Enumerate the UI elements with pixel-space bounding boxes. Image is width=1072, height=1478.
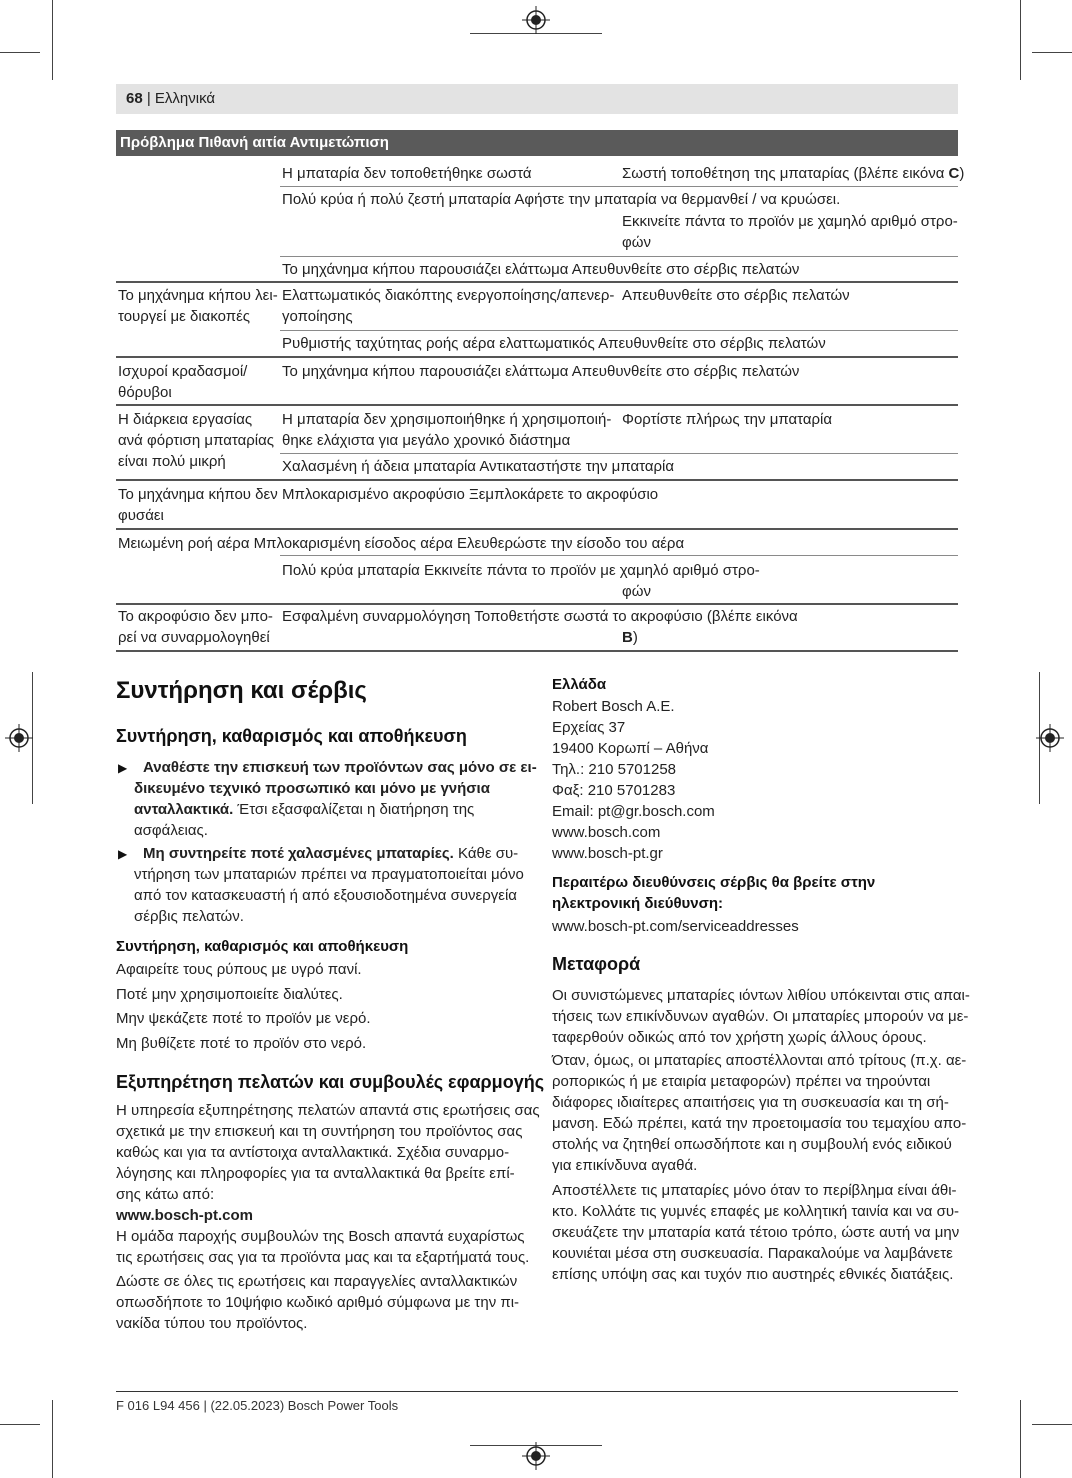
- page-footer: F 016 L94 456 | (22.05.2023) Bosch Power Tools: [116, 1398, 399, 1413]
- email-link[interactable]: Email: pt@gr.bosch.com: [552, 803, 715, 820]
- paragraph: σχετικά με την επισκευή και τη συντήρηση του προϊόντος σας: [116, 1123, 523, 1140]
- table-row-divider: [116, 603, 958, 605]
- table-row-divider: [116, 528, 958, 530]
- page-header-bar: [116, 84, 958, 114]
- table-cell: Μειωμένη ροή αέρα Μπλοκαρισμένη είσοδος αέρα Ελευθερώστε την είσοδο του αέρα: [118, 535, 685, 552]
- paragraph: Οι συνιστώμενες μπαταρίες ιόντων λιθίου υπόκεινται στις απαι-: [552, 987, 970, 1004]
- crop-mark: [0, 1424, 40, 1425]
- table-row-divider: [280, 330, 958, 331]
- paragraph: Μην ψεκάζετε ποτέ το προϊόν με νερό.: [116, 1010, 371, 1027]
- paragraph: καθώς και για τα αντίστοιχα ανταλλακτικά. Σχέδια συναρμο-: [116, 1144, 510, 1161]
- crop-mark: [1032, 1424, 1072, 1425]
- paragraph: Δώστε σε όλες τις ερωτήσεις και παραγγελίες ανταλλακτικών: [116, 1273, 518, 1290]
- crop-mark: [52, 0, 53, 80]
- paragraph: οπωσδήποτε το 10ψήφιο κωδικό αριθμό σύμφωνα με την πι-: [116, 1294, 520, 1311]
- website-link[interactable]: www.bosch-pt.com: [116, 1207, 253, 1224]
- paragraph: λόγησης και πληροφορίες για τα ανταλλακτικά θα βρείτε επί-: [116, 1165, 515, 1182]
- crop-mark: [52, 1400, 53, 1478]
- table-cell: Η μπαταρία δεν χρησιμοποιήθηκε ή χρησιμοποιή-: [282, 411, 612, 428]
- paragraph: τήσεις των επικίνδυνων αγαθών. Οι μπαταρίες μπορούν να με-: [552, 1008, 969, 1025]
- paragraph: μανση. Εδώ πρέπει, κατά την προετοιμασία του τεμαχίου απο-: [552, 1115, 967, 1132]
- table-cell: Σωστή τοποθέτηση της μπαταρίας (βλέπε εικόνα C): [622, 165, 965, 182]
- page-number: 68: [126, 90, 143, 107]
- address-line: 19400 Κορωπί – Αθήνα: [552, 740, 709, 757]
- subsection-title: Συντήρηση, καθαρισμός και αποθήκευση: [116, 938, 409, 955]
- table-cell: Το μηχάνημα κήπου παρουσιάζει ελάττωμα Απευθυνθείτε στο σέρβις πελατών: [282, 261, 800, 278]
- table-cell: Το ακροφύσιο δεν μπο-: [118, 608, 273, 625]
- registration-mark-icon: [522, 6, 550, 34]
- bullet-triangle-icon: ▶: [118, 761, 128, 775]
- bullet-text: ντήρηση των μπαταριών πρέπει να πραγματοποιείται μόνο: [134, 866, 524, 883]
- fax: Φαξ: 210 5701283: [552, 782, 676, 799]
- table-cell: Το μηχάνημα κήπου λει-: [118, 287, 278, 304]
- paragraph: ταφερθούν οδικώς από τον χρήστη χωρίς άλλους όρους.: [552, 1029, 927, 1046]
- paragraph: ροπορικώς ή με εταιρία μεταφορών) πρέπει να τηρούνται: [552, 1073, 931, 1090]
- table-cell: φών: [622, 234, 651, 251]
- address-line: Ερχείας 37: [552, 719, 626, 736]
- table-cell: φών: [622, 583, 651, 600]
- bullet-text: σέρβις πελατών.: [134, 908, 244, 925]
- table-cell: B): [622, 629, 638, 646]
- registration-mark-icon: [522, 1442, 550, 1470]
- page-header: 68 | Ελληνικά: [126, 90, 216, 107]
- paragraph: Η ομάδα παροχής συμβουλών της Bosch απαντά ευχαρίστως: [116, 1228, 525, 1245]
- table-cell: γοποίησης: [282, 308, 353, 325]
- table-cell: Εσφαλμένη συναρμολόγηση Τοποθετήστε σωστά το ακροφύσιο (βλέπε εικόνα: [282, 608, 798, 625]
- paragraph: επίσης υπόψη σας και τυχόν πιο αυστηρές εθνικές διατάξεις.: [552, 1266, 954, 1283]
- paragraph: νακίδα τύπου του προϊόντος.: [116, 1315, 308, 1332]
- bullet-text: ασφάλειας.: [134, 822, 208, 839]
- table-bottom-rule: [116, 650, 958, 652]
- address-line: Robert Bosch A.E.: [552, 698, 675, 715]
- paragraph: τις ερωτήσεις σας για τα προϊόντα μας και τα εξαρτήματά τους.: [116, 1249, 530, 1266]
- paragraph: διάφορες ιδιαίτερες απαιτήσεις για τη συσκευασία και τη σή-: [552, 1094, 949, 1111]
- paragraph: Αποστέλλετε τις μπαταρίες μόνο όταν το περίβλημα είναι άθι-: [552, 1182, 957, 1199]
- footer-rule: [116, 1391, 958, 1392]
- table-row-divider: [280, 186, 958, 187]
- country-heading: Ελλάδα: [552, 676, 607, 693]
- info-heading: Περαιτέρω διευθύνσεις σέρβις θα βρείτε στην: [552, 874, 876, 891]
- table-cell: φυσάει: [118, 507, 164, 524]
- crop-mark: [1020, 0, 1021, 80]
- table-cell: ανά φόρτιση μπαταρίας: [118, 432, 275, 449]
- table-row-divider: [116, 404, 958, 406]
- website-link[interactable]: www.bosch-pt.gr: [552, 845, 663, 862]
- table-cell: Φορτίστε πλήρως την μπαταρία: [622, 411, 833, 428]
- paragraph: σκευάζετε την μπαταρία κατά τέτοιο τρόπο, ώστε αυτή να μην: [552, 1224, 960, 1241]
- table-cell: Χαλασμένη ή άδεια μπαταρία Αντικαταστήστε την μπαταρία: [282, 458, 675, 475]
- paragraph: Ποτέ μην χρησιμοποιείτε διαλύτες.: [116, 986, 343, 1003]
- table-cell: είναι πολύ μικρή: [118, 453, 226, 470]
- paragraph: σης κάτω από:: [116, 1186, 215, 1203]
- table-cell: Μπλοκαρισμένο ακροφύσιο Ξεμπλοκάρετε το ακροφύσιο: [282, 486, 659, 503]
- paragraph: στολής να ζητηθεί οπωσδήποτε και η συμβουλή ενός ειδικού: [552, 1136, 952, 1153]
- table-cell: Πολύ κρύα ή πολύ ζεστή μπαταρία Αφήστε την μπαταρία να θερμανθεί / να κρυώσει.: [282, 191, 841, 208]
- table-row-divider: [116, 356, 958, 358]
- info-heading: ηλεκτρονική διεύθυνση:: [552, 895, 724, 912]
- bullet-text: Μη συντηρείτε ποτέ χαλασμένες μπαταρίες. Κάθε συ-: [143, 845, 519, 862]
- table-row-divider: [116, 281, 958, 283]
- table-cell: Εκκινείτε πάντα το προϊόν με χαμηλό αριθμό στρο-: [622, 213, 958, 230]
- bullet-text: Αναθέστε την επισκευή των προϊόντων σας μόνο σε ει-: [143, 759, 537, 776]
- table-row-divider: [280, 555, 958, 556]
- crop-mark: [0, 52, 40, 53]
- section-title: Συντήρηση και σέρβις: [116, 677, 367, 704]
- subsection-title: Εξυπηρέτηση πελατών και συμβουλές εφαρμογής: [116, 1072, 545, 1092]
- table-cell: Το μηχάνημα κήπου δεν: [118, 486, 278, 503]
- subsection-title: Μεταφορά: [552, 954, 641, 974]
- table-header: [116, 130, 958, 156]
- website-link[interactable]: www.bosch.com: [552, 824, 661, 841]
- table-cell: Ρυθμιστής ταχύτητας ροής αέρα ελαττωματικός Απευθυνθείτε στο σέρβις πελατών: [282, 335, 826, 352]
- table-header-text: Πρόβλημα Πιθανή αιτία Αντιμετώπιση: [120, 134, 389, 151]
- registration-mark-icon: [5, 724, 33, 752]
- table-cell: Η διάρκεια εργασίας: [118, 411, 253, 428]
- phone: Τηλ.: 210 5701258: [552, 761, 676, 778]
- paragraph: κουνιέται μέσα στη συσκευασία. Παρακαλούμε να λαμβάνετε: [552, 1245, 953, 1262]
- table-row-divider: [280, 256, 958, 257]
- bullet-triangle-icon: ▶: [118, 847, 128, 861]
- table-cell: Το μηχάνημα κήπου παρουσιάζει ελάττωμα Απευθυνθείτε στο σέρβις πελατών: [282, 363, 800, 380]
- bullet-text: δικευμένο τεχνικό προσωπικό και μόνο με γνήσια: [134, 780, 490, 797]
- table-row-divider: [116, 479, 958, 481]
- table-cell: Πολύ κρύα μπαταρία Εκκινείτε πάντα το προϊόν με χαμηλό αριθμό στρο-: [282, 562, 760, 579]
- table-cell: Η μπαταρία δεν τοποθετήθηκε σωστά: [282, 165, 532, 182]
- table-cell: τουργεί με διακοπές: [118, 308, 251, 325]
- language-label: Ελληνικά: [154, 90, 216, 107]
- table-cell: Ισχυροί κραδασμοί/: [118, 363, 248, 380]
- table-cell: ρεί να συναρμολογηθεί: [118, 629, 270, 646]
- paragraph: κτο. Κολλάτε τις γυμνές επαφές με κολλητική ταινία και να συ-: [552, 1203, 960, 1220]
- paragraph: Η υπηρεσία εξυπηρέτησης πελατών απαντά στις ερωτήσεις σας: [116, 1102, 540, 1119]
- subsection-title: Συντήρηση, καθαρισμός και αποθήκευση: [116, 726, 467, 746]
- paragraph: Όταν, όμως, οι μπαταρίες αποστέλλονται από τρίτους (π.χ. αε-: [552, 1052, 967, 1069]
- crop-mark: [1032, 52, 1072, 53]
- crop-mark: [1020, 1400, 1021, 1478]
- table-cell: Απευθυνθείτε στο σέρβις πελατών: [622, 287, 850, 304]
- bullet-text: από τον κατασκευαστή ή από εξουσιοδοτημένα συνεργεία: [134, 887, 517, 904]
- paragraph: Αφαιρείτε τους ρύπους με υγρό πανί.: [116, 961, 362, 978]
- website-link[interactable]: www.bosch-pt.com/serviceaddresses: [552, 918, 799, 935]
- table-cell: θηκε ελάχιστα για μεγάλο χρονικό διάστημα: [282, 432, 571, 449]
- bullet-text: ανταλλακτικά. Έτσι εξασφαλίζεται η διατήρηση της: [134, 801, 475, 818]
- paragraph: για επικίνδυνα αγαθά.: [552, 1157, 698, 1174]
- table-row-divider: [280, 453, 958, 454]
- registration-mark-icon: [1036, 724, 1064, 752]
- table-cell: Ελαττωματικός διακόπτης ενεργοποίησης/απενερ-: [282, 287, 615, 304]
- paragraph: Μη βυθίζετε ποτέ το προϊόν στο νερό.: [116, 1035, 367, 1052]
- table-cell: θόρυβοι: [118, 384, 172, 401]
